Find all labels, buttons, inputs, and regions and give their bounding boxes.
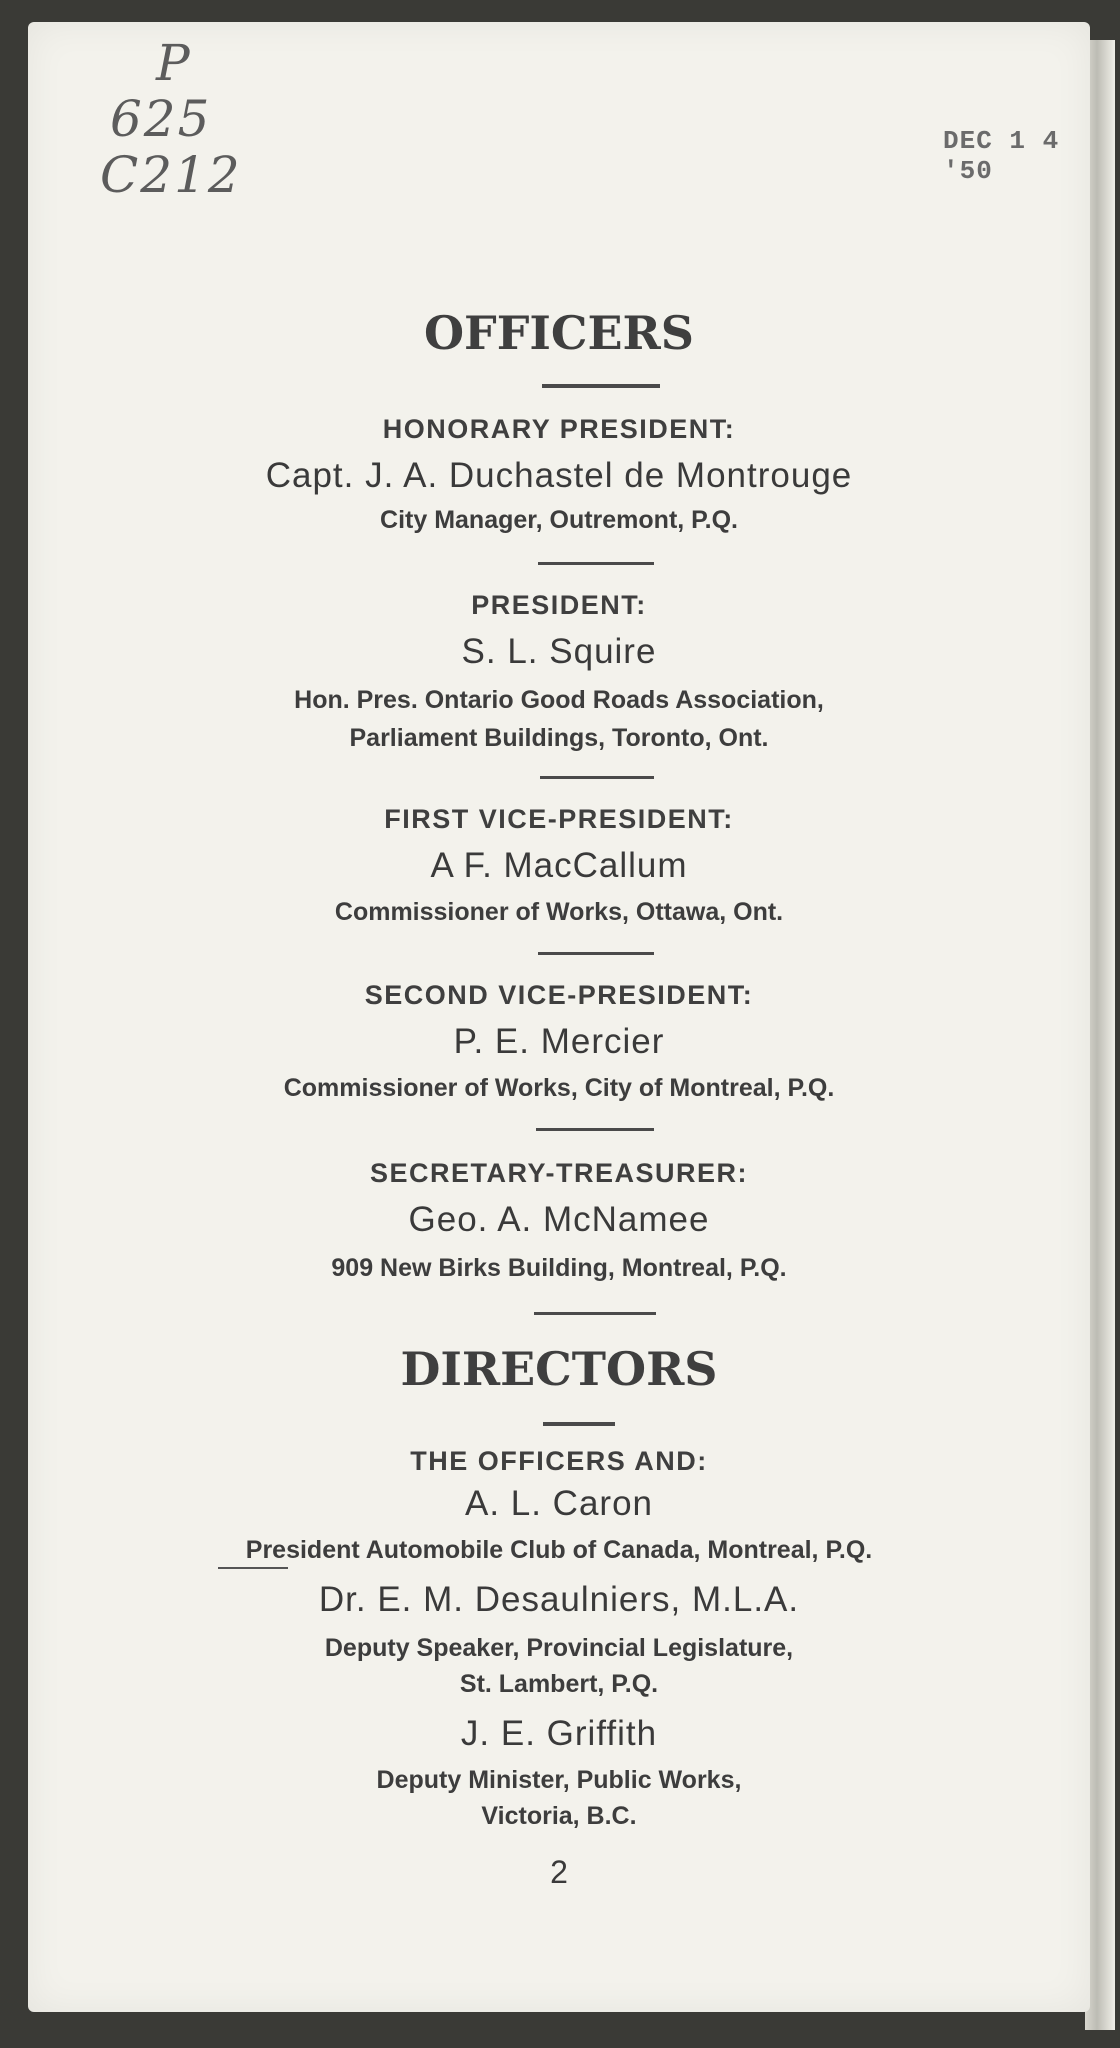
handwritten-line-2: 625	[110, 90, 212, 148]
pencil-underline-mark	[218, 1567, 288, 1569]
divider	[542, 384, 660, 388]
officer-role: PRESIDENT:	[471, 590, 647, 620]
officer-detail: 909 New Birks Building, Montreal, P.Q.	[331, 1254, 787, 1282]
officer-name: S. L. Squire	[461, 632, 657, 671]
officer-name: Geo. A. McNamee	[408, 1200, 710, 1239]
director-name: J. E. Griffith	[460, 1714, 658, 1753]
divider	[534, 1312, 656, 1315]
officer-role: SECOND VICE-PRESIDENT:	[364, 980, 754, 1010]
officer-name: A F. MacCallum	[430, 846, 688, 885]
date-stamp: DEC 1 4 '50	[943, 126, 1060, 186]
officer-detail: City Manager, Outremont, P.Q.	[380, 506, 738, 534]
page-number: 2	[550, 1854, 568, 1890]
director-name: Dr. E. M. Desaulniers, M.L.A.	[318, 1580, 800, 1619]
director-detail: St. Lambert, P.Q.	[459, 1670, 659, 1698]
officer-role: HONORARY PRESIDENT:	[382, 414, 736, 444]
divider	[536, 1128, 654, 1131]
handwritten-line-1: P	[156, 34, 192, 92]
officer-role: FIRST VICE-PRESIDENT:	[384, 804, 734, 834]
director-detail: Deputy Speaker, Provincial Legislature,	[324, 1634, 794, 1662]
officer-detail: Commissioner of Works, Ottawa, Ont.	[334, 898, 784, 926]
director-detail: President Automobile Club of Canada, Montreal, P.Q.	[245, 1536, 873, 1564]
officers-heading: OFFICERS	[423, 306, 695, 360]
officer-detail: Commissioner of Works, City of Montreal, P.Q.	[283, 1074, 835, 1102]
director-detail: Victoria, B.C.	[481, 1802, 637, 1830]
director-name: A. L. Caron	[464, 1484, 654, 1523]
director-detail: Deputy Minister, Public Works,	[376, 1766, 742, 1794]
officer-detail: Hon. Pres. Ontario Good Roads Association,	[294, 686, 824, 714]
officer-name: P. E. Mercier	[453, 1022, 665, 1061]
page-sheet	[28, 22, 1090, 2012]
handwritten-line-3: C212	[100, 146, 242, 204]
divider	[543, 1422, 615, 1426]
officer-name: Capt. J. A. Duchastel de Montrouge	[265, 456, 853, 495]
divider	[538, 952, 654, 955]
divider	[538, 562, 654, 565]
officer-detail: Parliament Buildings, Toronto, Ont.	[349, 724, 769, 752]
directors-heading: DIRECTORS	[400, 1342, 718, 1396]
officer-role: SECRETARY-TREASURER:	[369, 1158, 749, 1188]
directors-intro: THE OFFICERS AND:	[410, 1446, 708, 1476]
divider	[540, 776, 654, 779]
